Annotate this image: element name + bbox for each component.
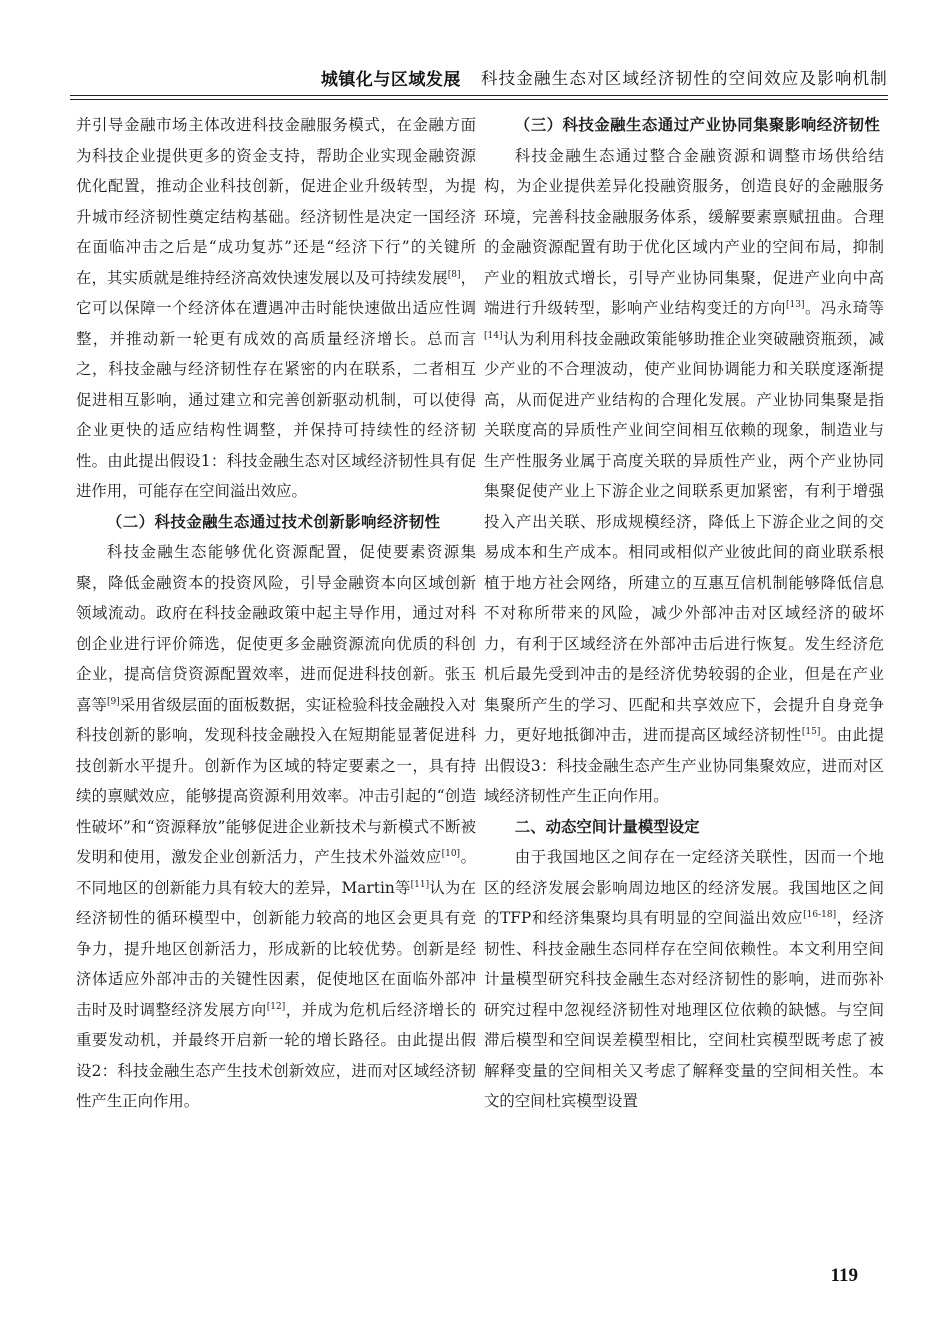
subsection-heading-2: （二）科技金融生态通过技术创新影响经济韧性 bbox=[106, 512, 441, 531]
paragraph-text: ，它可以保障一个经济体在遭遇冲击时能快速做出适应性调整，并推动新一轮更有成效的高质量经济增长。总而言之，科技金融与经济韧性存在紧密的内在联系，二者相互促进相互影响，通过建立和完善创新驱动机制，可以使得企业更快的适应结构性调整，并保持可持续性的经济韧性。由此提出假设1：科技金融生态对区域经济韧性具有促进作用，可能存在空间溢出效应。 bbox=[76, 268, 476, 500]
citation-ref: [14] bbox=[484, 330, 503, 341]
paragraph-text: 认为在经济韧性的循环模型中，创新能力较高的地区会更具有竞争力，提升地区创新活力，形成新的比较优势。创新是经济体适应外部冲击的关键性因素，促使地区在面临外部冲击时及时调整经济发展方向 bbox=[76, 878, 476, 1019]
citation-ref: [13] bbox=[786, 299, 805, 310]
header-rule-top bbox=[70, 95, 888, 96]
paragraph-text: ，并成为危机后经济增长的重要发动机，并最终开启新一轮的增长路径。由此提出假设2：科技金融生态产生技术创新效应，进而对区域经济韧性产生正向作用。 bbox=[76, 1000, 476, 1110]
paragraph-text: 认为利用科技金融政策能够助推企业突破融资瓶颈，减少产业的不合理波动，使产业间协调能力和关联度逐渐提高，从而促进产业结构的合理化发展。产业协同集聚是指关联度高的异质性产业间空间相互依赖的现象，制造业与生产性服务业属于高度关联的异质性产业，两个产业协同集聚促使产业上下游企业之间联系更加紧密，有利于增强投入产出关联、形成规模经济，降低上下游企业之间的交易成本和生产成本。相同或相似产业彼此间的商业联系根植于地方社会网络，所建立的互惠互信机制能够降低信息不对称所带来的风险，减少外部冲击对区域经济的破坏力，有利于区域经济在外部冲击后进行恢复。发生经济危机后最先受到冲击的是经济优势较弱的企业，但是在产业集聚所产生的学习、匹配和共享效应下，会提升自身竞争力，更好地抵御冲击，进而提高区域经济韧性 bbox=[484, 329, 884, 744]
citation-ref: [16-18] bbox=[803, 909, 837, 920]
paragraph-text: 。由此提出假设3：科技金融生态产生产业协同集聚效应，进而对区域经济韧性产生正向作用。 bbox=[484, 726, 884, 805]
paragraph-industrial-agglomeration bbox=[484, 141, 884, 812]
right-column bbox=[484, 110, 884, 1117]
citation-ref: [10] bbox=[441, 848, 461, 859]
journal-section: 城镇化与区域发展 bbox=[320, 69, 461, 90]
paragraph-hypothesis-1 bbox=[76, 110, 476, 507]
paragraph-text: 并引导金融市场主体改进科技金融服务模式，在金融方面为科技企业提供更多的资金支持，帮助企业实现金融资源优化配置，推动企业科技创新，促进企业升级转型，为提升城市经济韧性奠定结构基础。经济韧性是决定一国经济在面临冲击之后是“成功复苏”还是“经济下行”的关键所在，其实质就是维持经济高效快速发展以及可持续发展 bbox=[76, 116, 476, 287]
paragraph-text: 。不同地区的创新能力具有较大的差异，Martin等 bbox=[76, 848, 476, 897]
paragraph-text: 科技金融生态通过整合金融资源和调整市场供给结构，为企业提供差异化投融资服务，创造良好的金融服务环境，完善科技金融服务体系，缓解要素禀赋扭曲。合理的金融资源配置有助于优化区域内产业的空间布局，抑制产业的粗放式增长，引导产业协同集聚，促进产业向中高端进行升级转型，影响产业结构变迁的方向 bbox=[484, 146, 884, 317]
paragraph-text: 采用省级层面的面板数据，实证检验科技金融投入对科技创新的影响，发现科技金融投入在短期能显著促进科技创新水平提升。创新作为区域的特定要素之一，具有持续的禀赋效应，能够提高资源利用效率。冲击引起的“创造性破坏”和“资源释放”能够促进企业新技术与新模式不断被发明和使用，激发企业创新活力，产生技术外溢效应 bbox=[76, 695, 476, 866]
header-rule-bottom bbox=[70, 99, 888, 100]
article-running-title: 科技金融生态对区域经济韧性的空间效应及影响机制 bbox=[480, 69, 888, 88]
page-number: 119 bbox=[830, 1265, 858, 1286]
subsection-heading-3: （三）科技金融生态通过产业协同集聚影响经济韧性 bbox=[514, 116, 881, 134]
paragraph-technology-innovation bbox=[76, 537, 476, 1117]
paragraph-text: 由于我国地区之间存在一定经济关联性，因而一个地区的经济发展会影响周边地区的经济发展。我国地区之间的TFP和经济集聚均具有明显的空间溢出效应 bbox=[484, 848, 884, 927]
citation-ref: [15] bbox=[801, 726, 821, 737]
running-header bbox=[70, 60, 888, 94]
paragraph-model-setup bbox=[484, 842, 884, 1117]
citation-ref: [12] bbox=[266, 1001, 286, 1012]
citation-ref: [11] bbox=[410, 879, 430, 890]
left-column bbox=[76, 110, 476, 1117]
paragraph-text: 科技金融生态能够优化资源配置，促使要素资源集聚，降低金融资本的投资风险，引导金融资本向区域创新领域流动。政府在科技金融政策中起主导作用，通过对科创企业进行评价筛选，促使更多金融资源流向优质的科创企业，提高信贷资源配置效率，进而促进科技创新。张玉喜等 bbox=[76, 543, 476, 714]
paragraph-text: 。冯永琦等 bbox=[804, 299, 884, 317]
section-heading-2: 二、动态空间计量模型设定 bbox=[514, 817, 700, 836]
citation-ref: [8] bbox=[447, 269, 461, 280]
paragraph-text: ，经济韧性、科技金融生态同样存在空间依赖性。本文利用空间计量模型研究科技金融生态对经济韧性的影响，进而弥补研究过程中忽视经济韧性对地理区位依赖的缺憾。与空间滞后模型和空间误差模型相比，空间杜宾模型既考虑了被解释变量的空间相关又考虑了解释变量的空间相关性。本文的空间杜宾模型设置 bbox=[484, 909, 884, 1110]
citation-ref: [9] bbox=[106, 696, 120, 707]
